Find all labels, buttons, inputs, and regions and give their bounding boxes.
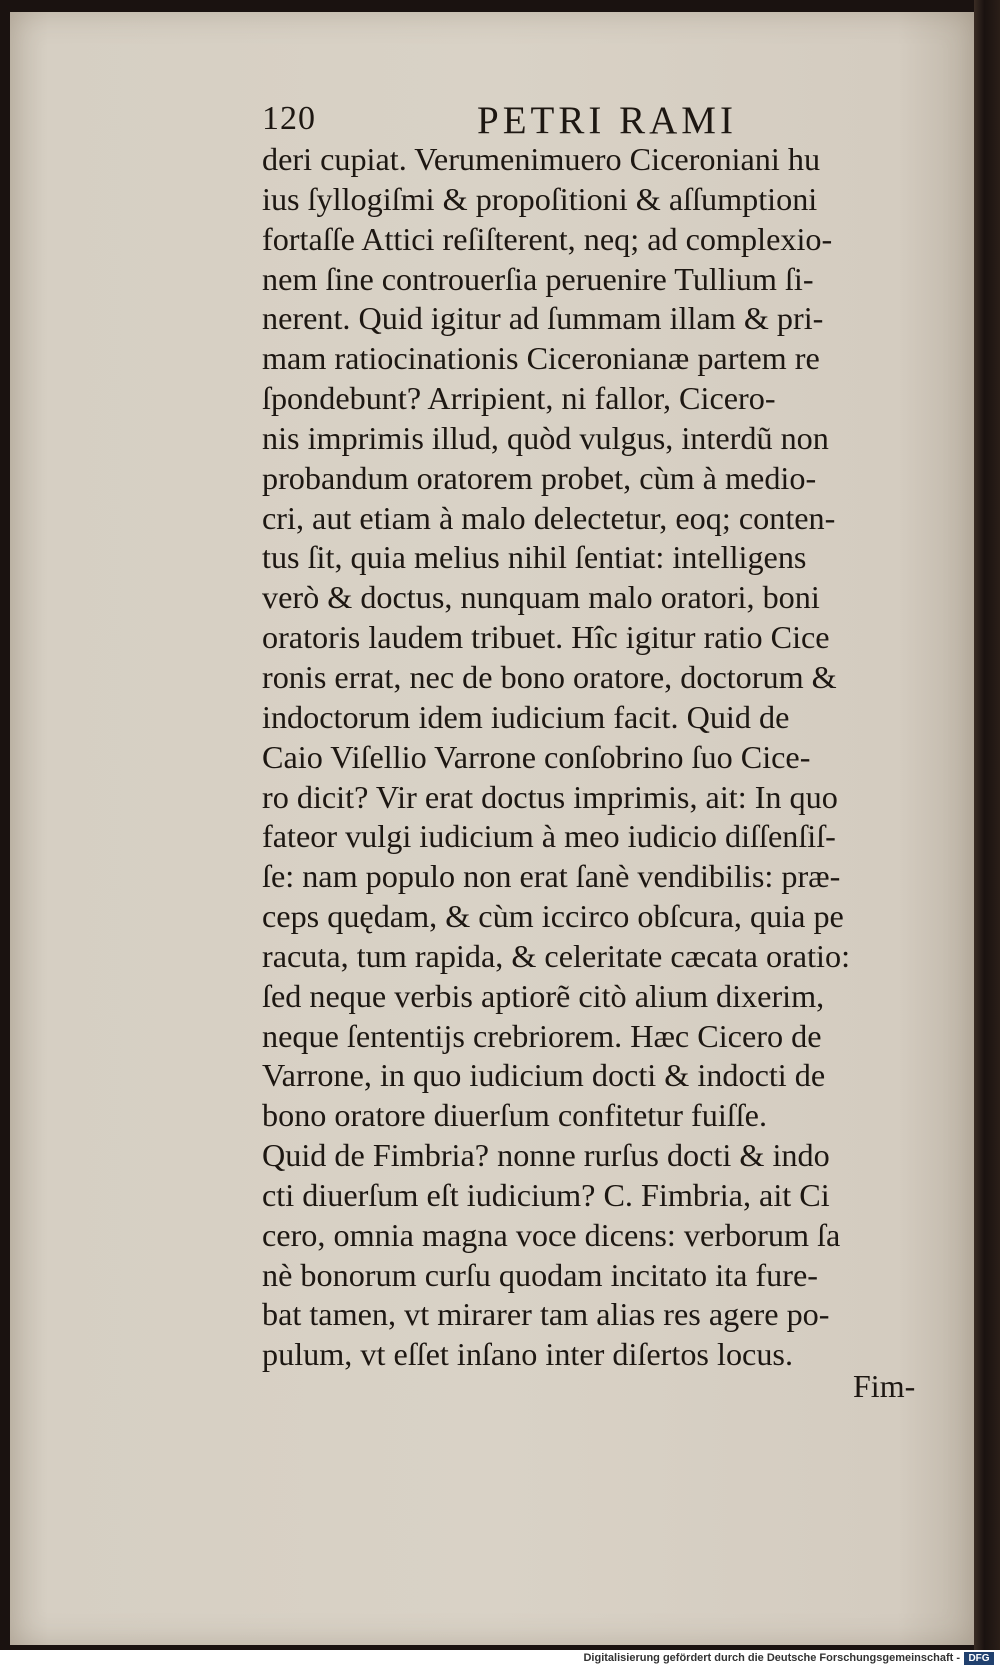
text-line: ronis errat, nec de bono oratore, doctorum & xyxy=(262,658,837,695)
text-line: Quid de Fimbria? nonne rurſus docti & indo xyxy=(262,1137,830,1174)
text-line: ius ſyllogiſmi & propoſitioni & aſſumptioni xyxy=(262,180,818,217)
text-line: cri, aut etiam à malo delectetur, eoq; conten- xyxy=(262,499,836,536)
text-line: fateor vulgi iudicium à meo iudicio diſſenſiſ- xyxy=(262,818,836,855)
catchword: Fim- xyxy=(853,1368,916,1404)
text-line: nè bonorum curſu quodam incitato ita fure- xyxy=(262,1256,818,1293)
text-line: nem ſine controuerſia peruenire Tullium ſi- xyxy=(262,260,814,297)
book-title: PETRI RAMI xyxy=(477,99,737,142)
body-text xyxy=(262,140,932,1375)
text-line: pulum, vt eſſet inſano inter diſertos locus. xyxy=(262,1336,793,1373)
text-line: ſe: nam populo non erat ſanè vendibilis: præ- xyxy=(262,858,841,895)
text-line: bono oratore diuerſum confitetur fuiſſe. xyxy=(262,1097,768,1134)
text-line: fortaſſe Attici reſiſterent, neq; ad complexio- xyxy=(262,220,833,257)
text-line: ceps quędam, & cùm iccirco obſcura, quia pe xyxy=(262,898,844,935)
text-line: indoctorum idem iudicium facit. Quid de xyxy=(262,698,790,735)
page-edge xyxy=(974,0,1000,1650)
text-line: oratoris laudem tribuet. Hîc igitur ratio Cice xyxy=(262,619,830,656)
text-line: cero, omnia magna voce dicens: verborum ſa xyxy=(262,1216,841,1253)
text-line: mam ratiocinationis Ciceronianæ partem re xyxy=(262,340,820,377)
text-line: ſpondebunt? Arripient, ni fallor, Cicero- xyxy=(262,380,776,417)
page-number: 120 xyxy=(262,100,316,137)
text-line: Varrone, in quo iudicium docti & indocti de xyxy=(262,1057,826,1094)
text-line: probandum oratorem probet, cùm à medio- xyxy=(262,459,817,496)
text-line: neque ſententijs crebriorem. Hæc Cicero de xyxy=(262,1017,822,1054)
text-line: verò & doctus, nunquam malo oratori, boni xyxy=(262,579,820,616)
text-line: cti diuerſum eſt iudicium? C. Fimbria, ait Ci xyxy=(262,1176,830,1213)
text-line: Caio Viſellio Varrone conſobrino ſuo Cice- xyxy=(262,738,811,775)
text-line: nis imprimis illud, quòd vulgus, interdũ non xyxy=(262,419,829,456)
text-line: nerent. Quid igitur ad ſummam illam & pri- xyxy=(262,300,824,337)
text-line: deri cupiat. Verumenimuero Ciceroniani hu xyxy=(262,141,821,177)
footer xyxy=(0,1650,1000,1669)
text-line: ro dicit? Vir erat doctus imprimis, ait: In quo xyxy=(262,778,838,815)
text-line: bat tamen, vt mirarer tam alias res agere po- xyxy=(262,1296,830,1333)
funding-credit: Digitalisierung gefördert durch die Deutsche Forschungsgemeinschaft - xyxy=(583,1652,960,1664)
text-line: tus ſit, quia melius nihil ſentiat: intelligens xyxy=(262,539,807,576)
text-line: racuta, tum rapida, & celeritate cæcata oratio: xyxy=(262,937,851,974)
text-line: ſed neque verbis aptiorẽ citò alium dixerim, xyxy=(262,977,825,1014)
dfg-logo: DFG xyxy=(964,1652,994,1665)
